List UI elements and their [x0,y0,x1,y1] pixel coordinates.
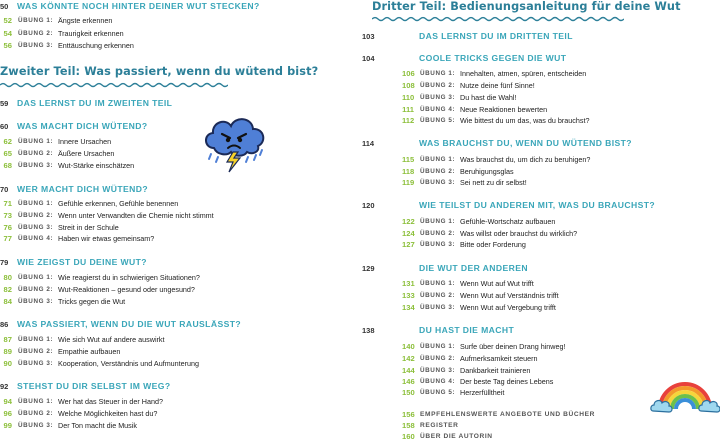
exercise-row [402,154,590,165]
exercise-label: ÜBUNG 1: [420,280,456,287]
exercise-page-number: 111 [402,105,414,114]
exercise-page-number: 90 [3,359,12,368]
exercise-row [0,334,165,345]
exercise-title: Haben wir etwas gemeinsam? [58,234,155,243]
appendix-title: REGISTER [420,422,459,429]
exercise-row [0,222,119,233]
exercise-label: ÜBUNG 5: [420,117,456,124]
exercise-title: Was brauchst du, um dich zu beruhigen? [460,155,591,164]
exercise-label: ÜBUNG 2: [420,355,456,362]
appendix-row [402,431,493,442]
exercise-page-number: 71 [3,199,12,208]
exercise-title: Empathie aufbauen [58,347,121,356]
exercise-page-number: 146 [402,377,415,386]
chapter-title: STEHST DU DIR SELBST IM WEG? [17,381,171,391]
exercise-title: Wenn Wut auf Verständnis trifft [460,291,559,300]
exercise-row [0,148,114,159]
exercise-page-number: 87 [3,335,12,344]
exercise-title: Ängste erkennen [58,16,113,25]
exercise-label: ÜBUNG 1: [18,200,54,207]
exercise-row [0,198,178,209]
exercise-label: ÜBUNG 1: [420,343,456,350]
exercise-page-number: 122 [402,217,415,226]
exercise-label: ÜBUNG 3: [18,224,54,231]
exercise-row [402,92,516,103]
exercise-label: ÜBUNG 3: [18,162,54,169]
exercise-row [402,239,526,250]
appendix-title: ÜBER DIE AUTORIN [420,433,493,440]
exercise-page-number: 115 [402,155,415,164]
part-title: Zweiter Teil: Was passiert, wenn du wütend bist? [0,65,319,78]
exercise-page-number: 73 [3,211,12,220]
exercise-title: Wenn unter Verwandten die Chemie nicht stimmt [58,211,214,220]
exercise-title: Aufmerksamkeit steuern [460,354,538,363]
exercise-row [402,290,559,301]
appendix-page-number: 158 [402,421,415,430]
exercise-page-number: 127 [402,240,415,249]
exercise-label: ÜBUNG 1: [18,138,54,145]
exercise-page-number: 112 [402,116,415,125]
chapter-page-number: 79 [0,258,9,267]
chapter-title: DAS LERNST DU IM ZWEITEN TEIL [17,98,173,108]
exercise-row [0,210,214,221]
exercise-title: Bitte oder Forderung [460,240,526,249]
appendix-row [402,409,595,420]
exercise-page-number: 119 [402,178,415,187]
exercise-page-number: 54 [3,29,12,38]
exercise-page-number: 118 [402,167,415,176]
chapter-title: DU HAST DIE MACHT [419,325,515,335]
exercise-label: ÜBUNG 3: [420,179,456,186]
exercise-label: ÜBUNG 3: [18,42,54,49]
exercise-label: ÜBUNG 4: [420,106,456,113]
exercise-label: ÜBUNG 3: [420,304,456,311]
angry-storm-cloud-icon [200,112,270,174]
chapter-title: WAS BRAUCHST DU, WENN DU WÜTEND BIST? [419,138,632,148]
chapter-title: WAS PASSIERT, WENN DU DIE WUT RAUSLÄSST? [17,319,242,329]
exercise-page-number: 84 [3,297,12,306]
exercise-row [0,15,112,26]
exercise-row [0,420,137,431]
exercise-row [402,104,547,115]
exercise-title: Gefühle erkennen, Gefühle benennen [58,199,179,208]
exercise-title: Welche Möglichkeiten hast du? [58,409,158,418]
exercise-title: Beruhigungsglas [460,167,514,176]
exercise-page-number: 52 [3,16,12,25]
exercise-label: ÜBUNG 1: [420,70,456,77]
exercise-label: ÜBUNG 1: [18,398,54,405]
chapter-page-number: 86 [0,320,9,329]
part-title: Dritter Teil: Bedienungsanleitung für deine Wut [372,0,681,13]
chapter-title: WER MACHT DICH WÜTEND? [17,184,149,194]
exercise-page-number: 82 [3,285,12,294]
exercise-page-number: 56 [3,41,12,50]
chapter-page-number: 103 [362,32,375,41]
chapter-page-number: 114 [362,139,375,148]
appendix-page-number: 160 [402,432,415,441]
exercise-row [402,376,553,387]
exercise-title: Innere Ursachen [58,137,112,146]
exercise-label: ÜBUNG 2: [18,286,54,293]
exercise-row [402,341,566,352]
exercise-row [0,296,125,307]
chapter-page-number: 60 [0,122,9,131]
exercise-label: ÜBUNG 3: [18,360,54,367]
exercise-title: Wenn Wut auf Vergebung trifft [460,303,556,312]
exercise-page-number: 68 [3,161,12,170]
exercise-label: ÜBUNG 2: [18,410,54,417]
exercise-row [0,284,195,295]
chapter-page-number: 120 [362,201,375,210]
chapter-title: WAS MACHT DICH WÜTEND? [17,121,148,131]
exercise-title: Nutze deine fünf Sinne! [460,81,535,90]
exercise-label: ÜBUNG 3: [18,422,54,429]
exercise-row [402,387,504,398]
exercise-page-number: 134 [402,303,415,312]
chapter-title: COOLE TRICKS GEGEN DIE WUT [419,53,567,63]
exercise-row [0,160,134,171]
exercise-title: Dankbarkeit trainieren [460,366,531,375]
exercise-title: Äußere Ursachen [58,149,115,158]
exercise-row [0,136,111,147]
exercise-title: Gefühle-Wortschatz aufbauen [460,217,556,226]
exercise-page-number: 150 [402,388,415,397]
exercise-title: Wie bittest du um das, was du brauchst? [460,116,590,125]
exercise-row [402,302,556,313]
exercise-label: ÜBUNG 4: [18,235,54,242]
exercise-page-number: 65 [3,149,12,158]
exercise-row [402,278,534,289]
chapter-title: WIE ZEIGST DU DEINE WUT? [17,257,147,267]
exercise-title: Wie reagierst du in schwierigen Situationen? [58,273,200,282]
exercise-page-number: 140 [402,342,415,351]
exercise-label: ÜBUNG 4: [420,378,456,385]
exercise-row [0,40,134,51]
exercise-label: ÜBUNG 2: [420,230,456,237]
exercise-label: ÜBUNG 1: [18,274,54,281]
exercise-page-number: 110 [402,93,415,102]
exercise-label: ÜBUNG 2: [18,348,54,355]
exercise-label: ÜBUNG 1: [18,336,54,343]
exercise-page-number: 94 [3,397,12,406]
exercise-label: ÜBUNG 5: [420,389,456,396]
chapter-page-number: 50 [0,2,9,11]
exercise-row [0,233,154,244]
exercise-page-number: 77 [3,234,12,243]
exercise-title: Der beste Tag deines Lebens [460,377,554,386]
exercise-row [402,365,530,376]
exercise-row [0,408,157,419]
exercise-title: Herzerfülltheit [460,388,505,397]
exercise-title: Traurigkeit erkennen [58,29,124,38]
exercise-row [402,177,527,188]
chapter-page-number: 129 [362,264,375,273]
exercise-title: Innehalten, atmen, spüren, entscheiden [460,69,587,78]
exercise-title: Surfe über deinen Drang hinweg! [460,342,566,351]
exercise-page-number: 124 [402,229,415,238]
exercise-row [0,28,124,39]
appendix-title: EMPFEHLENSWERTE ANGEBOTE UND BÜCHER [420,411,595,418]
exercise-page-number: 142 [402,354,415,363]
exercise-row [402,115,589,126]
exercise-title: Streit in der Schule [58,223,119,232]
exercise-label: ÜBUNG 3: [420,94,456,101]
exercise-row [402,216,555,227]
appendix-page-number: 156 [402,410,415,419]
exercise-title: Wer hat das Steuer in der Hand? [58,397,163,406]
exercise-label: ÜBUNG 2: [18,150,54,157]
exercise-label: ÜBUNG 3: [420,241,456,248]
exercise-page-number: 89 [3,347,12,356]
chapter-title: DIE WUT DER ANDEREN [419,263,528,273]
exercise-page-number: 62 [3,137,12,146]
exercise-title: Wie sich Wut auf andere auswirkt [58,335,165,344]
exercise-page-number: 108 [402,81,415,90]
exercise-label: ÜBUNG 2: [420,82,456,89]
chapter-page-number: 138 [362,326,375,335]
exercise-row [402,68,586,79]
exercise-label: ÜBUNG 2: [420,292,456,299]
exercise-title: Tricks gegen die Wut [58,297,126,306]
exercise-row [402,353,538,364]
chapter-page-number: 59 [0,99,9,108]
exercise-row [0,272,200,283]
exercise-page-number: 106 [402,69,415,78]
appendix-row [402,420,459,431]
exercise-row [0,346,120,357]
chapter-page-number: 104 [362,54,375,63]
exercise-title: Enttäuschung erkennen [58,41,134,50]
exercise-page-number: 96 [3,409,12,418]
exercise-label: ÜBUNG 1: [420,156,456,163]
rainbow-icon [650,377,720,417]
exercise-label: ÜBUNG 2: [420,168,456,175]
exercise-label: ÜBUNG 1: [420,218,456,225]
exercise-title: Wut-Reaktionen – gesund oder ungesund? [58,285,195,294]
exercise-label: ÜBUNG 3: [420,367,456,374]
exercise-title: Wenn Wut auf Wut trifft [460,279,534,288]
exercise-title: Sei nett zu dir selbst! [460,178,527,187]
exercise-title: Neue Reaktionen bewerten [460,105,548,114]
exercise-page-number: 80 [3,273,12,282]
exercise-row [402,166,514,177]
exercise-title: Du hast die Wahl! [460,93,517,102]
chapter-page-number: 92 [0,382,9,391]
exercise-title: Kooperation, Verständnis und Aufmunterung [58,359,200,368]
exercise-label: ÜBUNG 1: [18,17,54,24]
exercise-title: Was willst oder brauchst du wirklich? [460,229,578,238]
exercise-label: ÜBUNG 2: [18,30,54,37]
exercise-page-number: 76 [3,223,12,232]
exercise-page-number: 144 [402,366,415,375]
exercise-page-number: 99 [3,421,12,430]
exercise-title: Wut-Stärke einschätzen [58,161,135,170]
exercise-label: ÜBUNG 3: [18,298,54,305]
exercise-label: ÜBUNG 2: [18,212,54,219]
wave-underline [0,82,228,88]
exercise-row [402,80,535,91]
chapter-page-number: 70 [0,185,9,194]
chapter-title: WIE TEILST DU ANDEREN MIT, WAS DU BRAUCHST? [419,200,656,210]
exercise-title: Der Ton macht die Musik [58,421,137,430]
chapter-title: DAS LERNST DU IM DRITTEN TEIL [419,31,573,41]
exercise-row [0,358,199,369]
chapter-title: WAS KÖNNTE NOCH HINTER DEINER WUT STECKEN? [17,1,260,11]
exercise-row [402,228,577,239]
exercise-page-number: 133 [402,291,415,300]
exercise-page-number: 131 [402,279,415,288]
exercise-row [0,396,163,407]
